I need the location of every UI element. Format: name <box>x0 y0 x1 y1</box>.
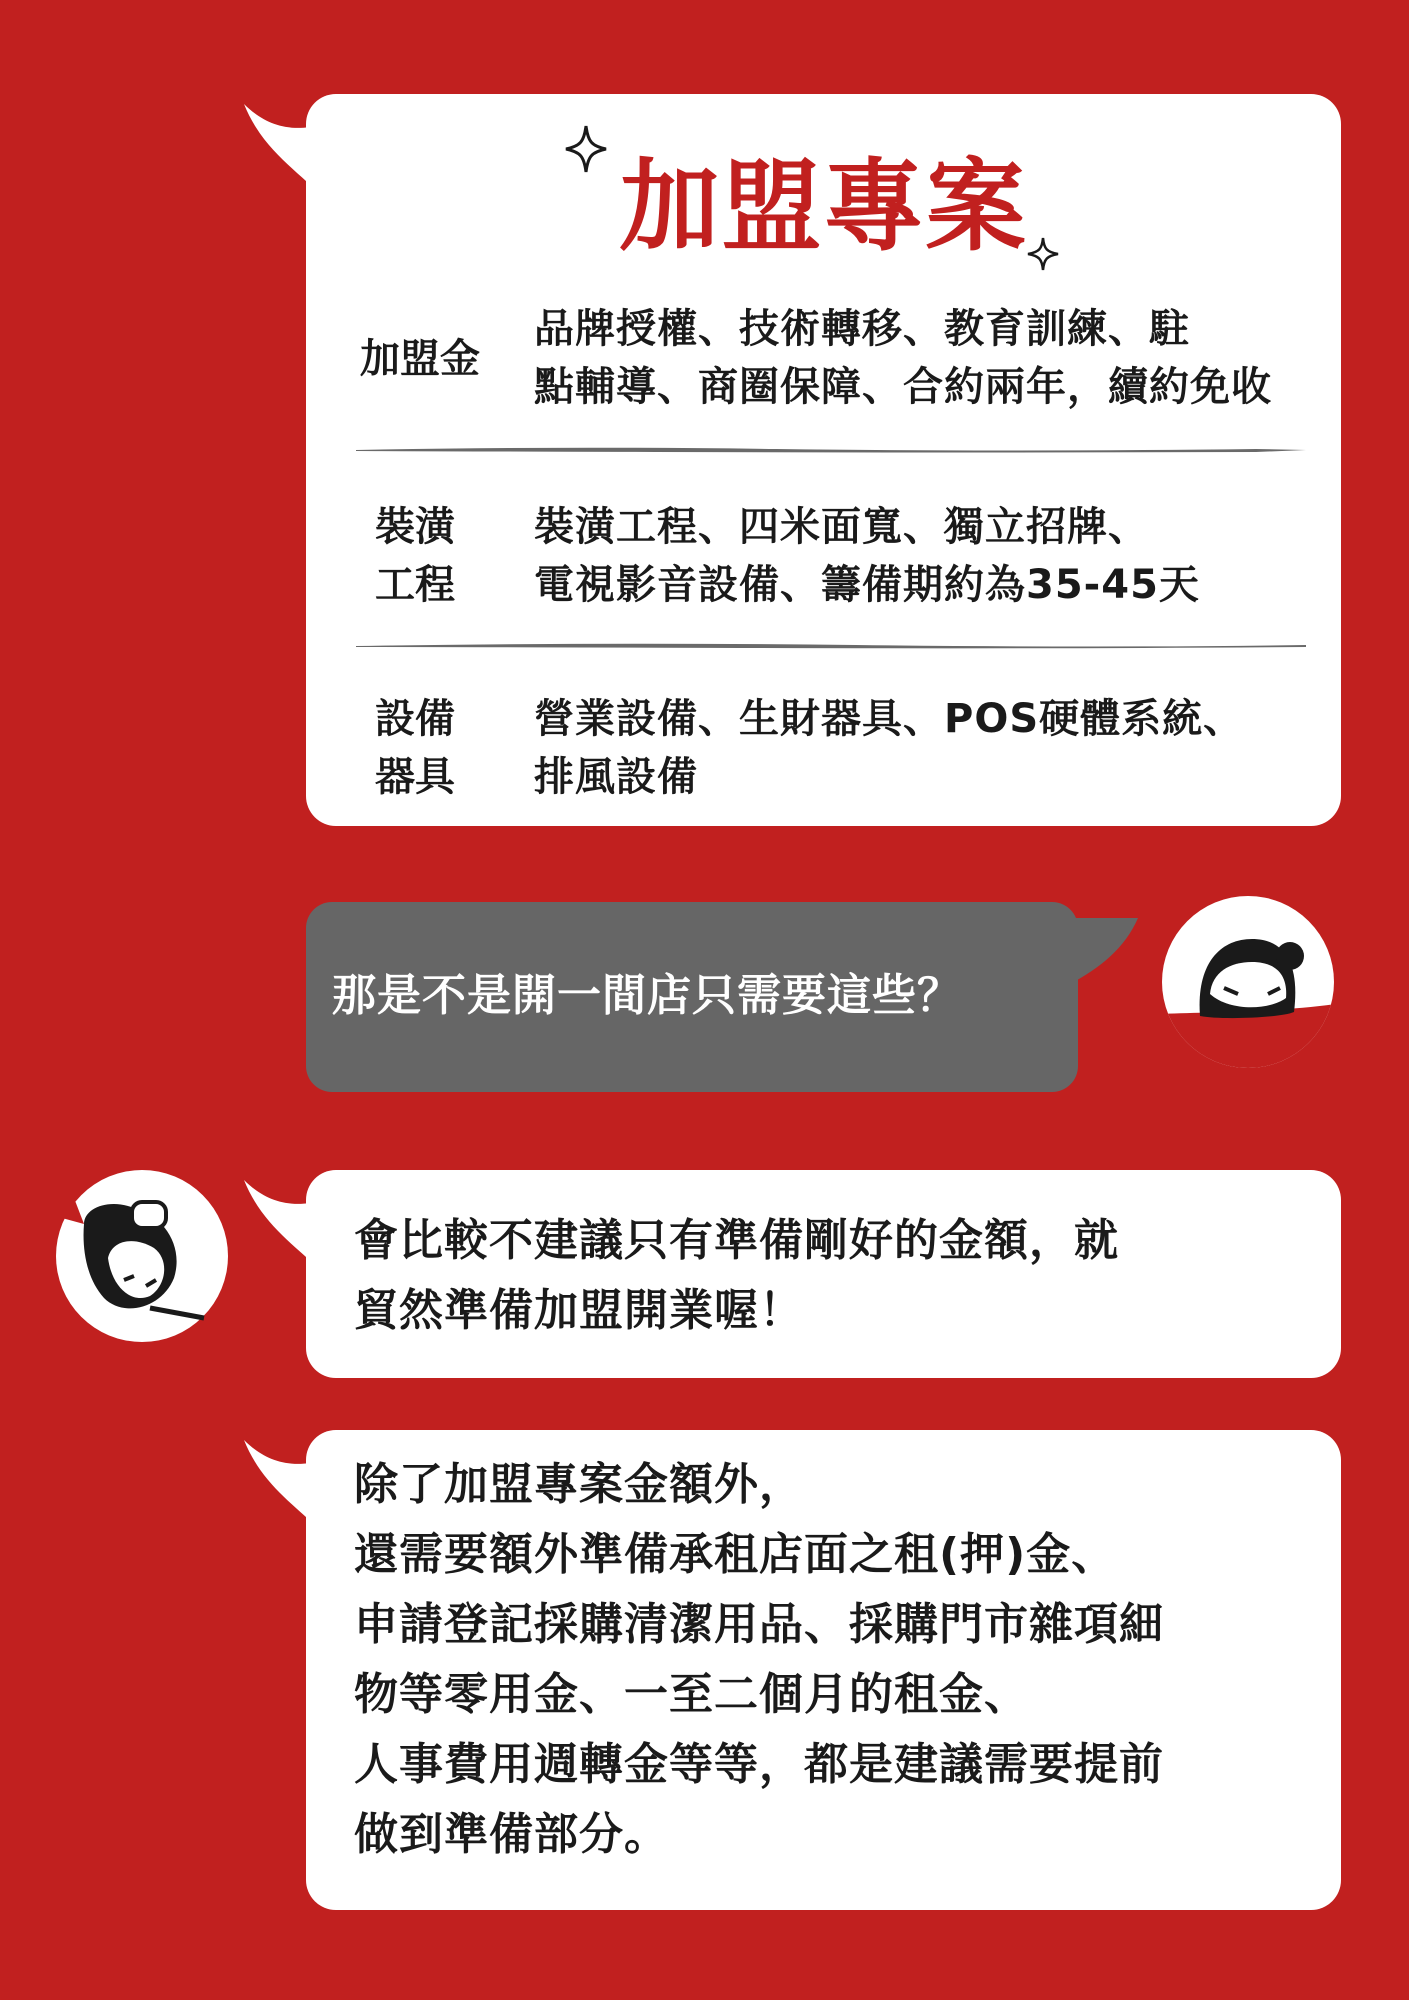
divider-brush <box>356 640 1306 652</box>
plan-title: 加盟專案 <box>619 148 1028 265</box>
row-text-decoration: 裝潢工程、四米面寬、獨立招牌、 電視影音設備、籌備期約為35-45天 <box>534 504 1200 608</box>
divider-brush <box>356 444 1306 456</box>
question-bubble-tail <box>1070 918 1140 988</box>
staff-avatar-icon <box>54 1168 230 1344</box>
row-label-equipment: 設備 器具 <box>375 696 455 800</box>
question-text: 那是不是開一間店只需要這些？ <box>332 970 962 1021</box>
row-text-equipment: 營業設備、生財器具、POS硬體系統、 排風設備 <box>534 696 1245 800</box>
question-bubble <box>306 902 1078 1092</box>
franchise-plan-card <box>306 94 1341 826</box>
row-label-franchise-fee: 加盟金 <box>360 336 480 382</box>
row-label-decoration: 裝潢 工程 <box>375 504 455 608</box>
answer-text-1: 會比較不建議只有準備剛好的金額，就 貿然準備加盟開業喔！ <box>354 1215 1119 1336</box>
customer-avatar-icon <box>1160 894 1336 1070</box>
answer-text-2: 除了加盟專案金額外， 還需要額外準備承租店面之租(押)金、 申請登記採購清潔用品、採購門市雜項細 物等零用金、一至二個月的租金、 人事費用週轉金等等，都是建議需要提前 做到準備部分。 <box>354 1459 1164 1860</box>
answer-bubble-2 <box>306 1430 1341 1910</box>
answer-bubble-1 <box>306 1170 1341 1378</box>
row-text-franchise-fee: 品牌授權、技術轉移、教育訓練、駐 點輔導、商圈保障、合約兩年，續約免收 <box>534 306 1272 410</box>
